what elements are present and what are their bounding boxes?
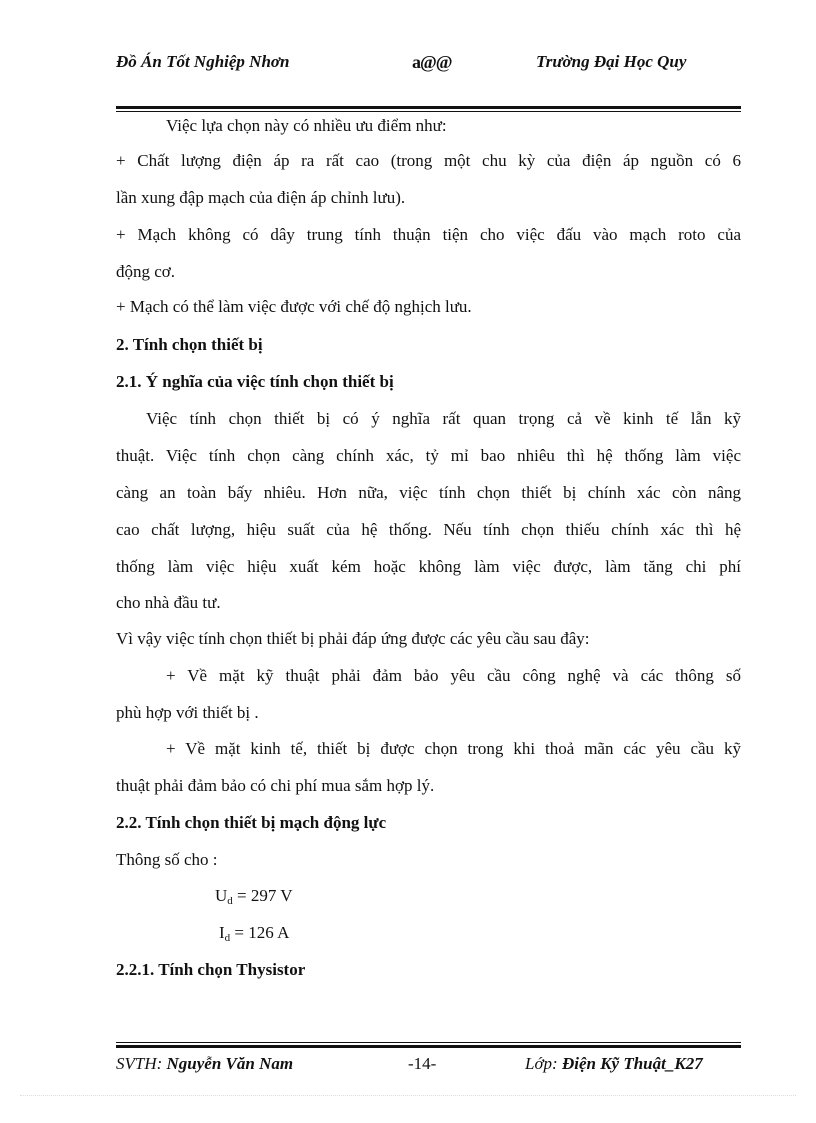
bullet-1-line-2: lần xung đập mạch của điện áp chỉnh lưu). <box>116 188 406 207</box>
page-number: -14- <box>408 1054 437 1073</box>
id-subscript: d <box>224 932 231 944</box>
paragraph-2-line-6: cho nhà đầu tư. <box>116 593 221 612</box>
header-right: Trường Đại Học Quy <box>536 52 687 71</box>
class-label: Lớp: <box>525 1054 558 1073</box>
bullet-1-line-1: + Chất lượng điện áp ra rất cao (trong một chu kỳ của điện áp nguồn có 6 <box>116 151 741 170</box>
heading-2-2: 2.2. Tính chọn thiết bị mạch động lực <box>116 813 387 832</box>
ud-subscript: d <box>227 895 233 907</box>
requirement-2-line-2: thuật phải đảm bảo có chi phí mua sắm hợp lý. <box>116 776 435 795</box>
bullet-3: + Mạch có thể làm việc được với chế độ nghịch lưu. <box>116 297 472 316</box>
header-rule-thick <box>116 106 741 109</box>
formula-id <box>219 923 519 944</box>
paragraph-2-line-3: càng an toàn bấy nhiêu. Hơn nữa, việc tính chọn thiết bị chính xác còn nâng <box>116 483 741 502</box>
heading-2-2-1: 2.2.1. Tính chọn Thysistor <box>116 960 306 979</box>
paragraph-2-line-4: cao chất lượng, hiệu suất của hệ thống. Nếu tính chọn thiếu chính xác thì hệ <box>116 520 741 539</box>
requirement-1-line-2: phù hợp với thiết bị . <box>116 703 259 722</box>
formula-ud <box>215 886 515 907</box>
class-value: Điện Kỹ Thuật_K27 <box>561 1054 703 1073</box>
given-label: Thông số cho : <box>116 850 218 869</box>
ornament-icon: a@@ <box>412 52 452 72</box>
svth-name: Nguyễn Văn Nam <box>166 1054 294 1073</box>
header-left: Đồ Án Tốt Nghiệp Nhơn <box>116 52 290 71</box>
footer-class <box>525 1054 703 1074</box>
requirement-2-line-1: + Về mặt kinh tế, thiết bị được chọn trong khi thoả mãn các yêu cầu kỹ <box>166 739 741 758</box>
ud-value: = 297 V <box>237 886 293 905</box>
ud-symbol: U <box>215 886 228 905</box>
paragraph-intro: Việc lựa chọn này có nhiều ưu điểm như: <box>166 116 447 135</box>
footer-rule-thick <box>116 1045 741 1048</box>
paragraph-2-line-2: thuật. Việc tính chọn càng chính xác, tỷ mỉ bao nhiêu thì hệ thống làm việc <box>116 446 741 465</box>
bullet-2-line-1: + Mạch không có dây trung tính thuận tiện cho việc đấu vào mạch roto của <box>116 225 741 244</box>
requirement-1-line-1: + Về mặt kỹ thuật phải đảm bảo yêu cầu công nghệ và các thông số <box>166 666 741 685</box>
bullet-2-line-2: động cơ. <box>116 262 176 281</box>
header-rule-thin <box>116 111 741 112</box>
id-symbol: I <box>219 923 225 942</box>
paragraph-2-line-1: Việc tính chọn thiết bị có ý nghĩa rất quan trọng cả về kinh tế lẫn kỹ <box>146 409 741 428</box>
footer-svth <box>116 1054 293 1074</box>
svth-label: SVTH: <box>116 1054 163 1073</box>
paragraph-2-line-5: thống làm việc hiệu xuất kém hoặc không làm việc được, làm tăng chi phí <box>116 557 741 576</box>
id-value: = 126 A <box>234 923 290 942</box>
paragraph-3: Vì vậy việc tính chọn thiết bị phải đáp ứng được các yêu cầu sau đây: <box>116 629 590 648</box>
heading-2-1: 2.1. Ý nghĩa của việc tính chọn thiết bị <box>116 372 394 391</box>
footer-rule-thin <box>116 1042 741 1043</box>
page-bottom-divider <box>20 1095 796 1096</box>
heading-2: 2. Tính chọn thiết bị <box>116 335 263 354</box>
